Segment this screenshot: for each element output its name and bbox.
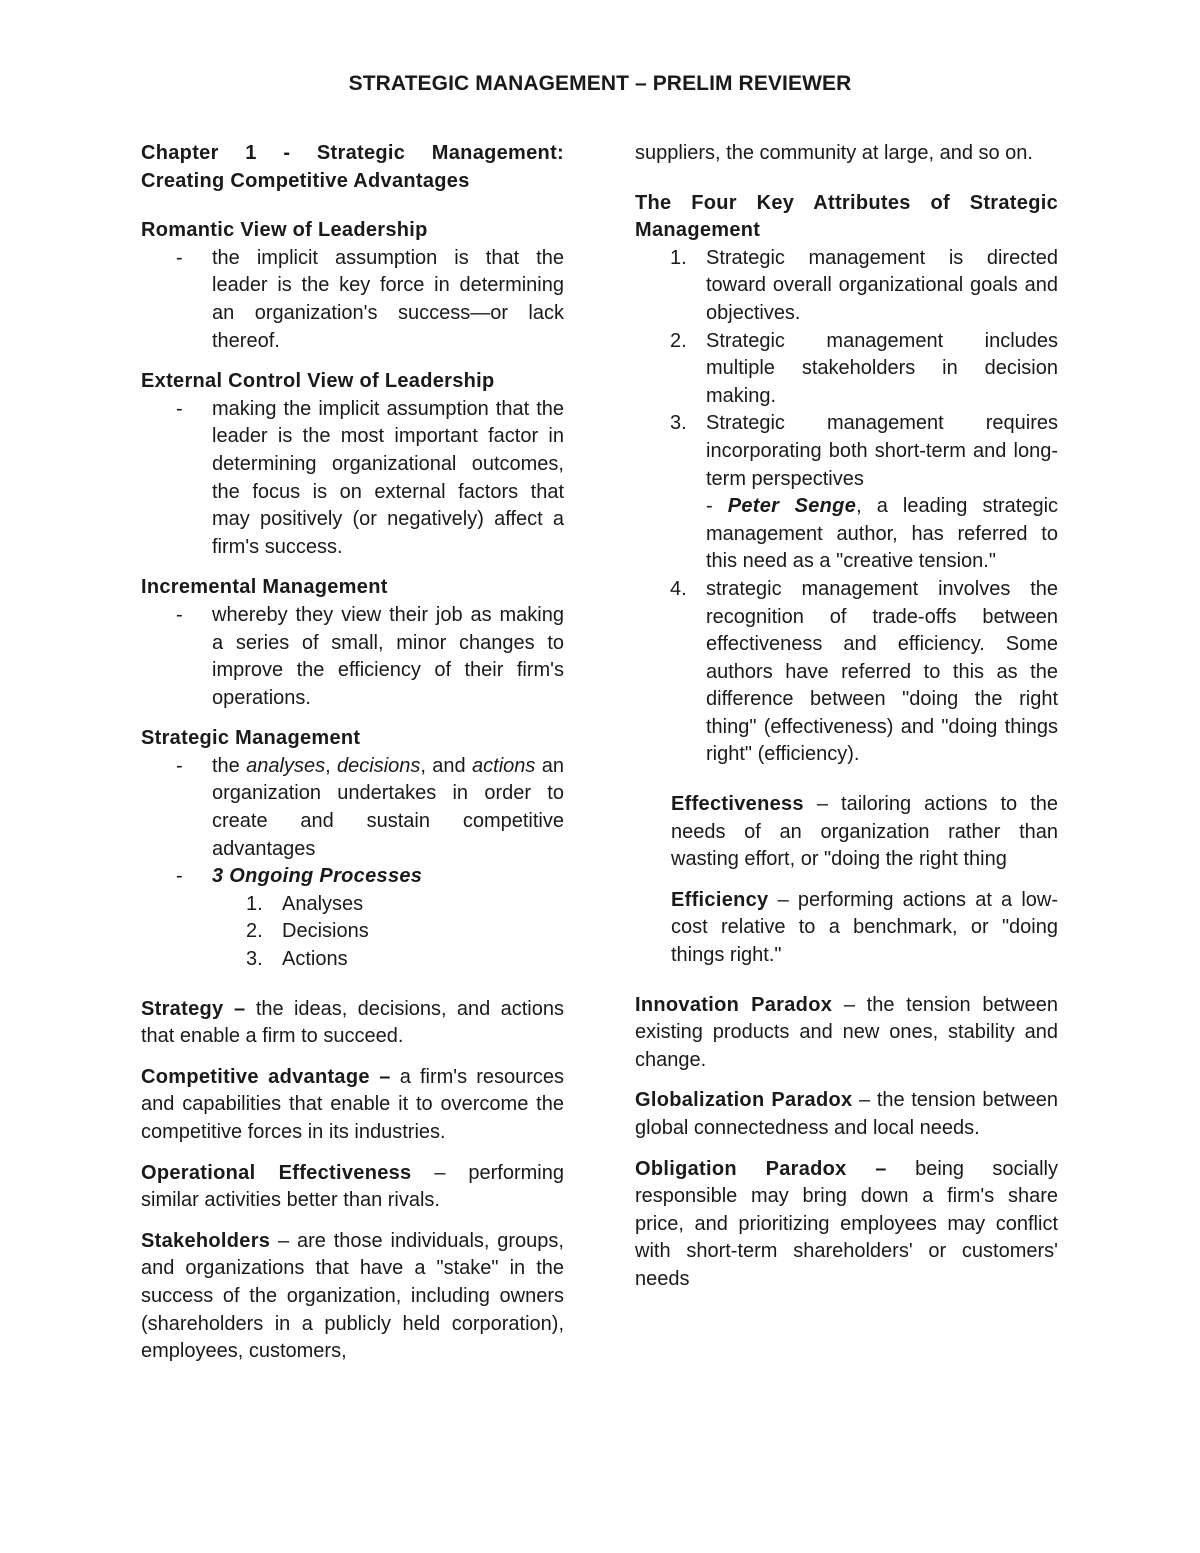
- bullet-item: - 3 Ongoing Processes: [176, 865, 423, 888]
- romantic-view-section: [141, 217, 564, 355]
- list-item: 4. strategic management involves the recognition of trade-offs between effectiveness and efficiency. Some authors have referred to this as the difference between "doing the right thing" (effectiveness) and "doing things right" (efficiency).: [670, 577, 1058, 766]
- bullet-item: - making the implicit assumption that the leader is the most important factor in determining organizational outcomes, the focus is on external factors that may positively (or negatively) affect a firm's success.: [176, 397, 564, 558]
- list-item: 2. Strategic management includes multiple stakeholders in decision making.: [670, 329, 1058, 407]
- strategic-management-section: [141, 725, 564, 973]
- definition-innovation-paradox: Innovation Paradox – the tension between existing products and new ones, stability and change.: [635, 993, 1058, 1071]
- definition-stakeholders: Stakeholders – are those individuals, groups, and organizations that have a "stake" in the success of the organization, including owners (shareholders in a publicly held corporation), employees, customers,: [141, 1229, 564, 1363]
- chapter-heading: Chapter 1 - Strategic Management: Creating Competitive Advantages: [141, 142, 564, 192]
- bullet-item: - the implicit assumption is that the leader is the key force in determining an organization's success—or lack thereof.: [176, 246, 564, 352]
- section-heading: Incremental Management: [141, 576, 388, 599]
- section-heading: Romantic View of Leadership: [141, 219, 428, 242]
- definition-obligation-paradox: Obligation Paradox – being socially responsible may bring down a firm's share price, and prioritizing employees may conflict with short-term shareholders' or customers' needs: [635, 1157, 1058, 1290]
- section-heading: Strategic Management: [141, 727, 361, 750]
- list-item: 2. Decisions: [246, 920, 369, 943]
- definition-efficiency: Efficiency – performing actions at a low-cost relative to a benchmark, or "doing things right.": [671, 888, 1058, 967]
- right-column: [635, 140, 1058, 1307]
- list-item: 3. Actions: [246, 948, 348, 971]
- definition-globalization-paradox: Globalization Paradox – the tension between global connectedness and local needs.: [635, 1089, 1058, 1139]
- section-heading: The Four Key Attributes of Strategic Management: [635, 191, 1058, 242]
- list-item: 3. Strategic management requires incorporating both short-term and long-term perspectives - Peter Senge, a leading strategic management author, has referred to this need as a "creative tension.": [670, 412, 1059, 573]
- definition-operational-effectiveness: Operational Effectiveness – performing similar activities better than rivals.: [141, 1161, 564, 1212]
- list-item: 1. Analyses: [246, 892, 364, 915]
- continuation-text: suppliers, the community at large, and so on.: [635, 142, 1033, 164]
- bullet-item: - the analyses, decisions, and actions an organization undertakes in order to create and sustain competitive advantages: [176, 754, 564, 860]
- left-column: [141, 140, 564, 1379]
- definition-effectiveness: Effectiveness – tailoring actions to the needs of an organization rather than wasting effort, or "doing the right thing: [671, 793, 1058, 871]
- definition-strategy: Strategy – the ideas, decisions, and actions that enable a firm to succeed.: [141, 997, 564, 1048]
- external-control-section: [141, 368, 564, 561]
- bullet-item: - whereby they view their job as making a series of small, minor changes to improve the efficiency of their firm's operations.: [176, 603, 564, 709]
- incremental-management-section: [141, 574, 564, 712]
- page-title: STRATEGIC MANAGEMENT – PRELIM REVIEWER: [348, 72, 852, 95]
- list-item: 1. Strategic management is directed toward overall organizational goals and objectives.: [670, 246, 1058, 324]
- section-heading: External Control View of Leadership: [141, 370, 495, 393]
- definition-competitive-advantage: Competitive advantage – a firm's resources and capabilities that enable it to overcome the competitive forces in its industries.: [141, 1065, 565, 1143]
